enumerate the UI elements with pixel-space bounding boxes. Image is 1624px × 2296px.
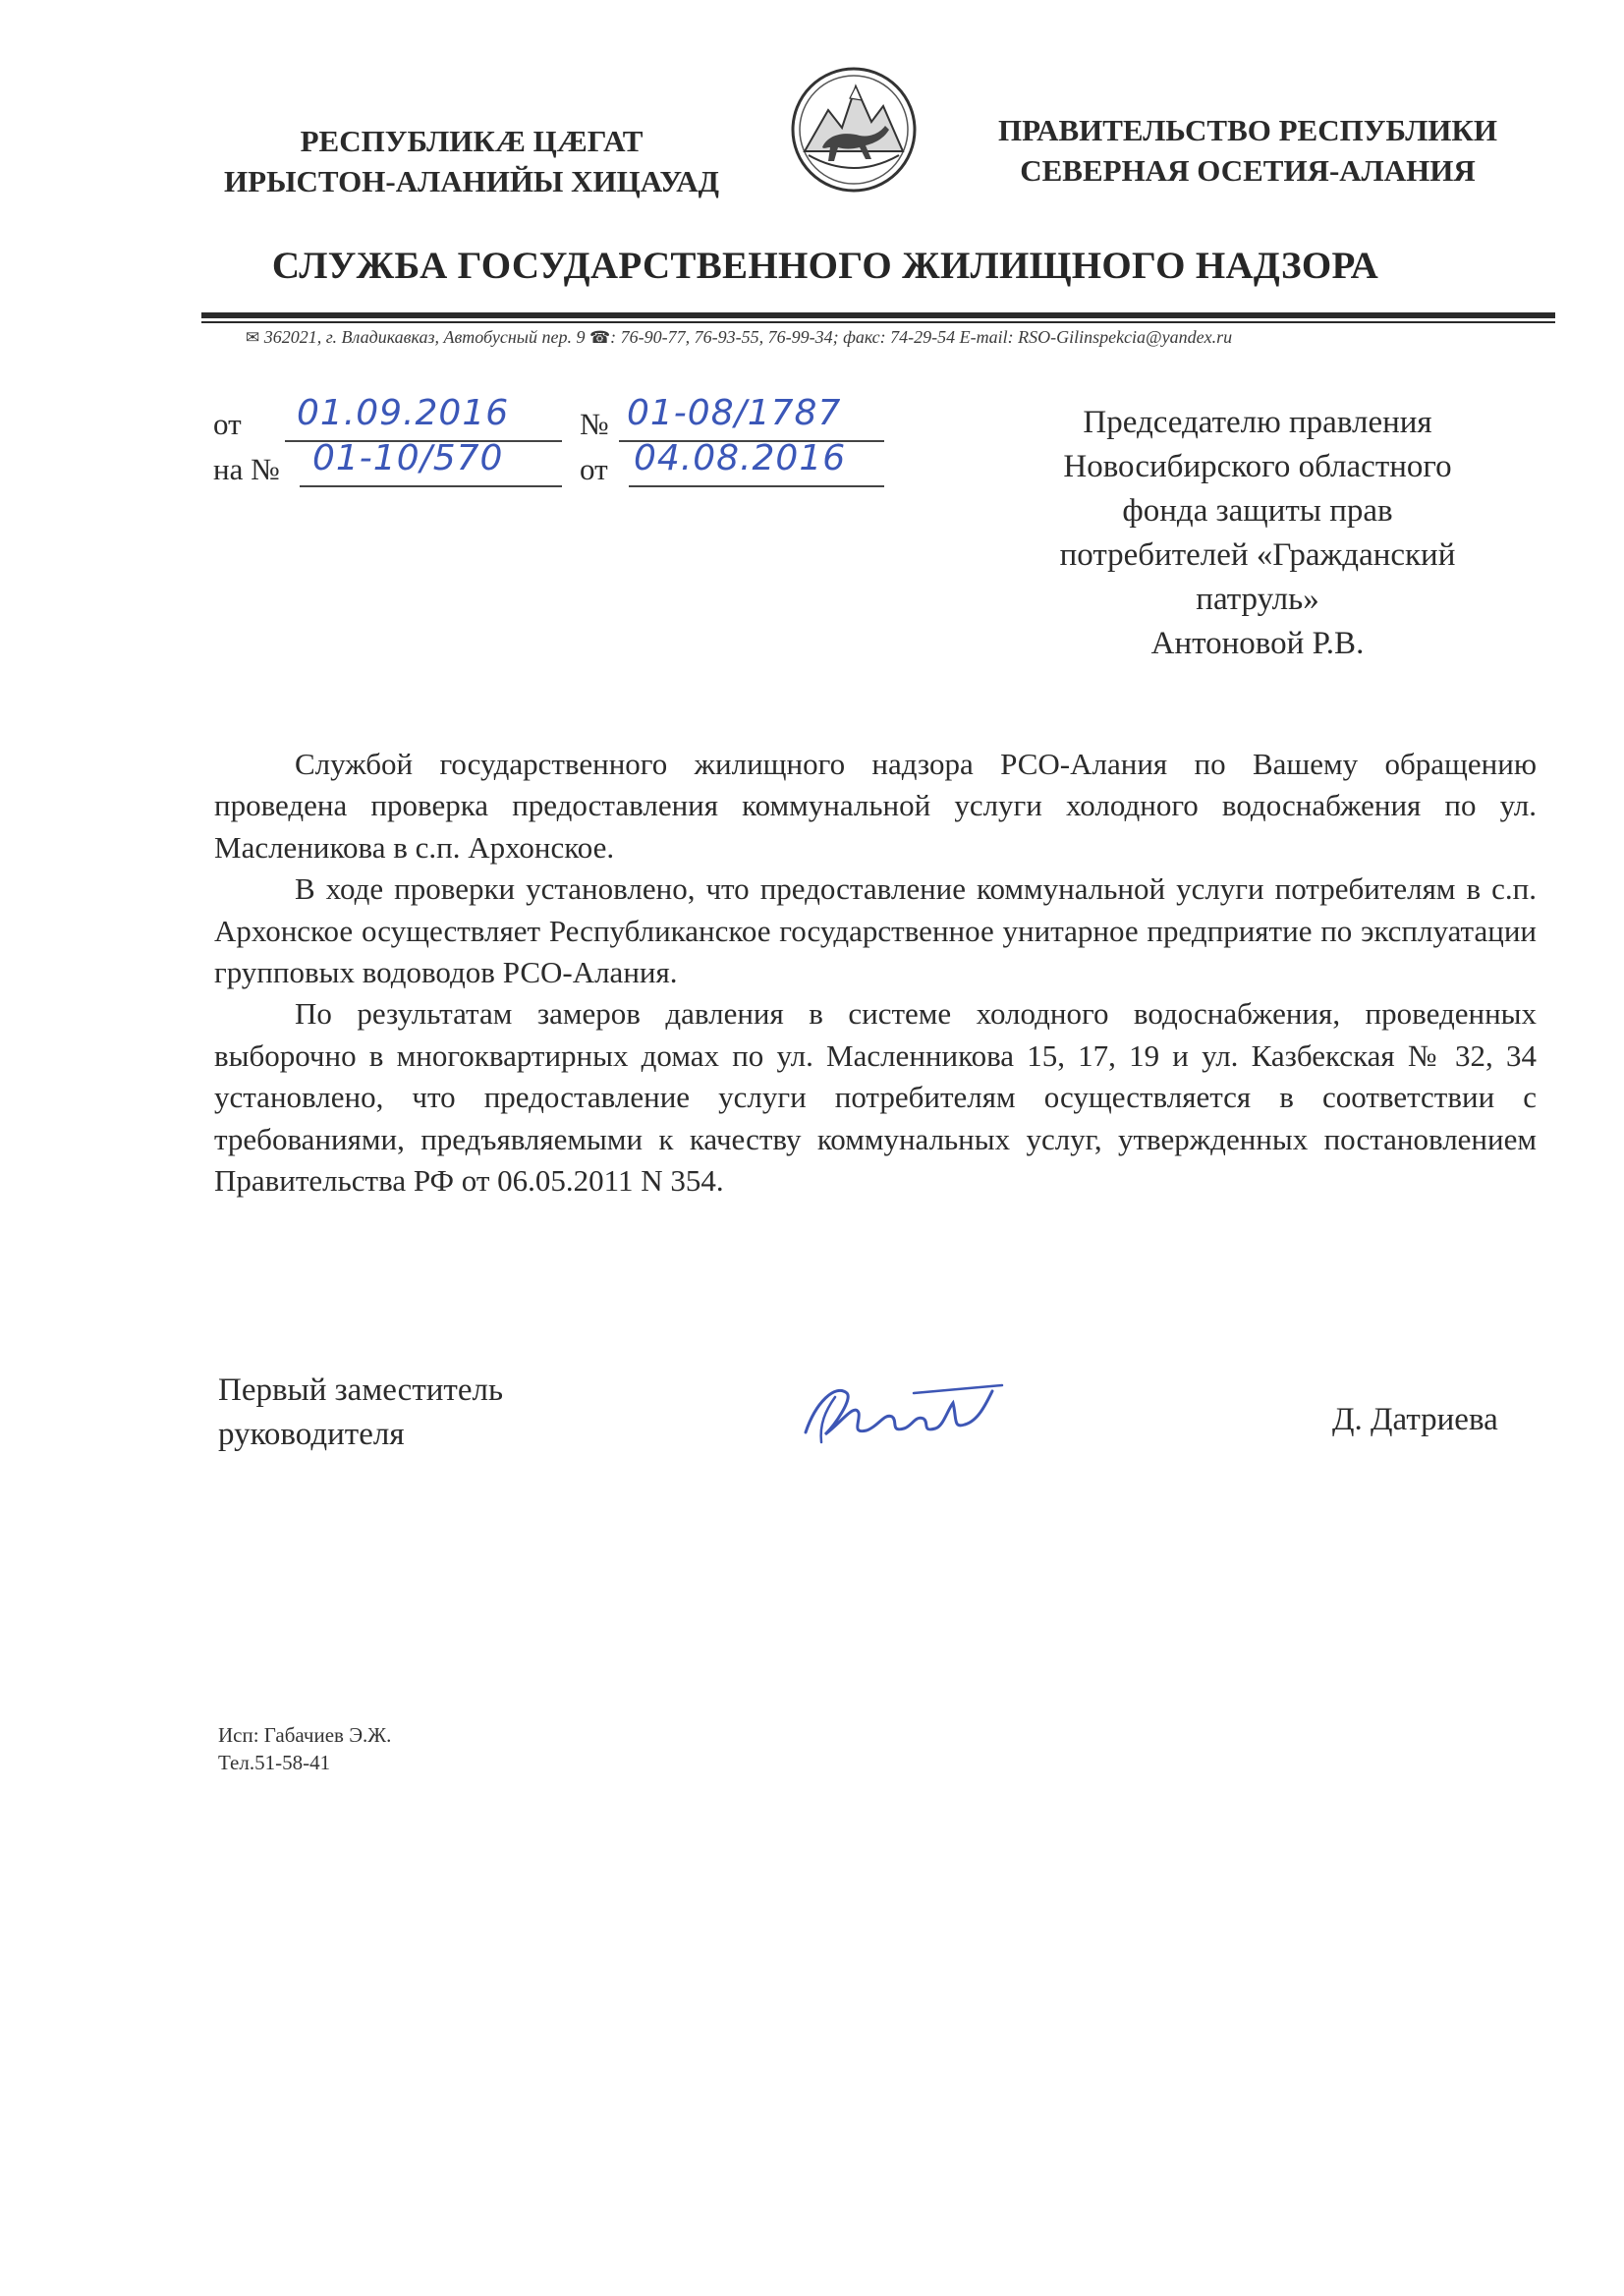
recipient-line-1: Председателю правления bbox=[1083, 405, 1432, 440]
in-reply-number: 01-10/570 bbox=[312, 438, 504, 478]
recipient-line-3: фонда защиты прав bbox=[1122, 493, 1393, 529]
header-left-line-2: ИРЫСТОН-АЛАНИЙЫ ХИЦАУАД bbox=[224, 164, 719, 198]
handwritten-signature-icon bbox=[796, 1364, 1012, 1462]
header-rule-thick bbox=[201, 312, 1555, 318]
envelope-icon: ✉ bbox=[246, 328, 260, 347]
in-reply-date: 04.08.2016 bbox=[634, 438, 847, 478]
body-paragraph-2: В ходе проверки установлено, что предоставление коммунальной услуги потребителям в с.п. Архонское осуществляет Республиканское государственное унитарное предприятие по эксплуатации групповых водоводов РСО-Алания. bbox=[214, 871, 1537, 990]
body-paragraph-1: Службой государственного жилищного надзора РСО-Алания по Вашему обращению проведена проверка предоставления коммунальной услуги холодного водоснабжения по ул. Масленикова в с.п. Архонское. bbox=[214, 747, 1537, 865]
recipient-line-4: потребителей «Гражданский bbox=[1059, 537, 1456, 573]
header-left-line-1: РЕСПУБЛИКÆ ЦÆГАТ bbox=[300, 124, 644, 158]
contacts-line bbox=[246, 327, 1562, 348]
executor-name: Исп: Габачиев Э.Ж. bbox=[218, 1723, 392, 1747]
recipient-block bbox=[1012, 401, 1503, 666]
header-rule-thin bbox=[201, 321, 1555, 323]
header-left-block bbox=[192, 121, 752, 201]
recipient-line-6: Антоновой Р.В. bbox=[1150, 626, 1365, 661]
outgoing-date: 01.09.2016 bbox=[297, 393, 510, 433]
in-reply-from-label: от bbox=[580, 452, 608, 486]
in-reply-label: на № bbox=[213, 452, 280, 486]
header-right-line-1: ПРАВИТЕЛЬСТВО РЕСПУБЛИКИ bbox=[997, 113, 1498, 147]
position-line-1: Первый заместитель bbox=[218, 1372, 503, 1408]
in-reply-number-underline bbox=[300, 485, 562, 487]
letter-body bbox=[214, 744, 1537, 1202]
executor-phone: Тел.51-58-41 bbox=[218, 1751, 331, 1774]
outgoing-number: 01-08/1787 bbox=[627, 393, 842, 433]
contacts-address: 362021, г. Владикавказ, Автобусный пер. 9 bbox=[263, 327, 586, 347]
in-reply-date-underline bbox=[629, 485, 884, 487]
signatory-name: Д. Датриева bbox=[1332, 1402, 1498, 1437]
recipient-line-2: Новосибирского областного bbox=[1063, 449, 1452, 484]
executor-block bbox=[218, 1721, 391, 1776]
header-right-line-2: СЕВЕРНАЯ ОСЕТИЯ-АЛАНИЯ bbox=[1020, 153, 1476, 188]
coat-of-arms-icon bbox=[789, 65, 919, 195]
from-label: от bbox=[213, 407, 242, 441]
contacts-phones: : 76-90-77, 76-93-55, 76-99-34; факс: 74-29-54 E-mail: RSO-Gilinspekcia@yandex.ru bbox=[610, 327, 1233, 347]
service-title: СЛУЖБА ГОСУДАРСТВЕННОГО ЖИЛИЩНОГО НАДЗОРА bbox=[271, 245, 1379, 287]
header-right-block bbox=[958, 110, 1538, 191]
number-label: № bbox=[580, 407, 609, 441]
telephone-icon: ☎ bbox=[588, 328, 611, 347]
signatory-position bbox=[218, 1369, 503, 1457]
position-line-2: руководителя bbox=[218, 1417, 405, 1452]
body-paragraph-3: По результатам замеров давления в системе холодного водоснабжения, проведенных выборочно в многоквартирных домах по ул. Масленникова 15, 17, 19 и ул. Казбекская № 32, 34 установлено, что предоставление услуги потребителям осуществляется в соответствии с требованиями, предъявляемыми к качеству коммунальных услуг, утвержденных постановлением Правительства РФ от 06.05.2011 N 354. bbox=[214, 996, 1537, 1199]
recipient-line-5: патруль» bbox=[1196, 582, 1319, 617]
